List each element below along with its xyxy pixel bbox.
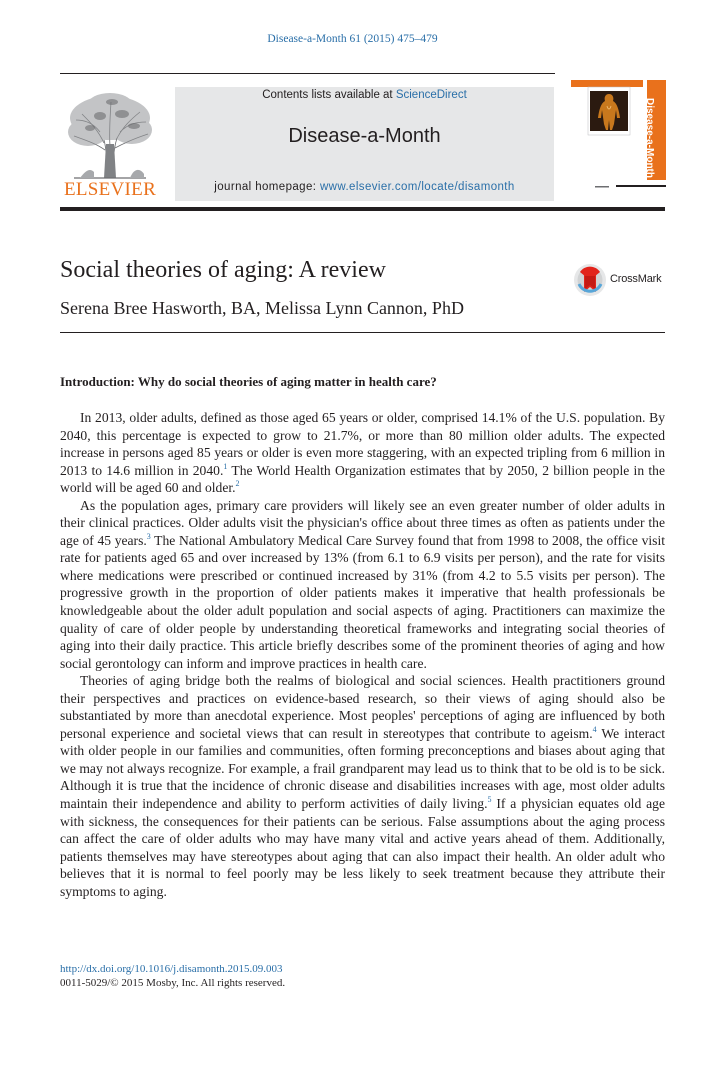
reference-citation[interactable]: 2	[235, 479, 240, 489]
crossmark-label[interactable]: CrossMark	[610, 273, 662, 285]
paragraph-text: We interact with older people in our families and communities, often forming preconceptions and biases about aging that we may not always recognize. For example, a frail grandparent may lead us to think that to be old is to be sick. Although it is true that the incidence of chronic disease and disabilities increases with age, most older adults maintain their independence and ability to perform activities of daily living.	[60, 725, 665, 812]
elsevier-wordmark: ELSEVIER	[63, 179, 157, 200]
section-heading: Introduction: Why do social theories of aging matter in health care?	[60, 374, 437, 389]
body-paragraph	[60, 672, 665, 900]
article-body	[60, 409, 665, 900]
doi-link[interactable]: http://dx.doi.org/10.1016/j.disamonth.2015.09.003	[60, 963, 283, 975]
article-authors: Serena Bree Hasworth, BA, Melissa Lynn Cannon, PhD	[60, 298, 464, 318]
title-bottom-rule	[60, 332, 665, 333]
sciencedirect-link[interactable]: ScienceDirect	[395, 89, 467, 101]
paragraph-text: As the population ages, primary care providers will likely see an even greater number of older adults in their clinical practices. Older adults visit the physician's office about three times as often as patients under the age of 45 years.	[60, 497, 665, 548]
article-title: Social theories of aging: A review	[60, 257, 386, 283]
reference-citation[interactable]: 3	[146, 531, 151, 541]
header-bottom-rule	[60, 207, 665, 211]
reference-citation[interactable]: 1	[223, 461, 228, 471]
journal-title: Disease-a-Month	[288, 125, 441, 147]
paragraph-text: The World Health Organization estimates that by 2050, 2 billion people in the world will be aged 60 and older.	[60, 462, 665, 496]
header-top-rule	[60, 73, 555, 74]
reference-citation[interactable]: 4	[592, 724, 597, 734]
paragraph-text: In 2013, older adults, defined as those aged 65 years or older, comprised 14.1% of the U.S. population. By 2040, this percentage is expected to grow to 21.7%, or more than 80 million older adults. The expected increase in persons aged 85 years or older is even more staggering, with an expected tripling from 6 million in 2013 to 14.6 million in 2040.	[60, 410, 665, 478]
cover-spine-title: Disease-a-Month	[644, 97, 655, 178]
paragraph-text: The National Ambulatory Medical Care Survey found that from 1998 to 2008, the office visit rate for patients aged 65 and over increased by 13% (from 6.1 to 6.9 visits per person), and the rate for visits where medications were prescribed or continued increased by 31% (from 4.2 to 5.5 visits per person). The progressive growth in the proportion of older patients makes it imperative that health professionals be knowledgeable about the older adult population and social aspects of aging. Practitioners can maximize the quality of care of older people by understanding theoretical frameworks and integrating social theories of aging into their daily practice. This article briefly describes some of the prominent theories of aging and how social gerontology can inform and improve practices in health care.	[60, 532, 666, 671]
homepage-link[interactable]: www.elsevier.com/locate/disamonth	[319, 181, 515, 193]
journal-homepage	[175, 181, 554, 193]
copyright-notice: 0011-5029/© 2015 Mosby, Inc. All rights reserved.	[60, 977, 286, 989]
journal-citation[interactable]: Disease-a-Month 61 (2015) 475–479	[267, 33, 438, 45]
paragraph-text: Theories of aging bridge both the realms of biological and social sciences. Health practitioners ground their perspectives and practices on evidence-based research, so their views of aging should also be substantiated by more than anecdotal experience. Most peoples' perceptions of aging are influenced by both personal experience and societal views that can result in stereotypes that contribute to ageism.	[60, 673, 665, 741]
contents-prefix: Contents lists available at	[262, 89, 396, 101]
reference-citation[interactable]: 5	[487, 795, 492, 805]
paragraph-text: If a physician equates old age with sickness, the consequences for their patients can be serious. False assumptions about the aging process can affect the care of older adults who may have many vital and active years ahead of them. Additionally, patients themselves may have stereotypes about aging that can also impact their health. An older adult who believes that it is normal to feel poorly may be less likely to seek treatment because they attribute their symptoms to aging.	[60, 796, 665, 899]
homepage-prefix: journal homepage:	[214, 181, 320, 193]
body-paragraph	[60, 497, 665, 672]
contents-availability	[175, 89, 554, 101]
body-paragraph	[60, 409, 665, 497]
